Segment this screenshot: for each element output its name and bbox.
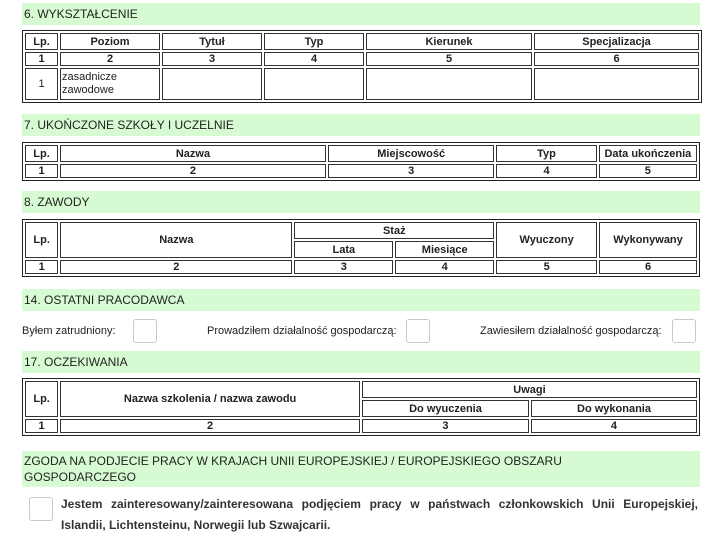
consent-checkbox[interactable]: [29, 497, 53, 521]
col-header: Specjalizacja: [534, 33, 699, 50]
col-number: 3: [328, 164, 495, 178]
col-header-nazwa: Nazwa: [60, 222, 292, 258]
col-header-lata: Lata: [294, 241, 393, 258]
table-header-row: [25, 33, 699, 50]
section-7-header: [22, 114, 700, 136]
suspended-business-label: Zawiesiłem działalność gospodarczą:: [480, 325, 662, 337]
col-number: 5: [496, 260, 597, 274]
col-header: Typ: [496, 145, 596, 162]
col-header: Nazwa: [60, 145, 326, 162]
col-number: 4: [496, 164, 596, 178]
col-number: 1: [25, 419, 58, 433]
col-number: 1: [25, 164, 58, 178]
col-number: 6: [599, 260, 697, 274]
col-number: 3: [294, 260, 393, 274]
column-number-row: [25, 419, 697, 433]
table-header-row: [25, 145, 697, 162]
table-header-row: [25, 381, 697, 398]
consent-header: [22, 451, 700, 487]
col-header-lp: Lp.: [25, 381, 58, 417]
section-6-title: 6. WYKSZTAŁCENIE: [24, 7, 138, 21]
row-poziom: zasadnicze zawodowe: [60, 68, 160, 100]
col-header-uwagi: Uwagi: [362, 381, 697, 398]
expectations-table: [22, 378, 700, 436]
col-number: 6: [534, 52, 699, 66]
col-header-do-wyuczenia: Do wyuczenia: [362, 400, 529, 417]
col-number: 1: [25, 260, 58, 274]
section-14-header: [22, 289, 700, 311]
col-number: 4: [531, 419, 697, 433]
col-number: 4: [395, 260, 494, 274]
col-header: Tytuł: [162, 33, 262, 50]
row-specjalizacja: [534, 68, 699, 100]
consent-title-line1: ZGODA NA PODJECIE PRACY W KRAJACH UNII EUROPEJSKIEJ / EUROPEJSKIEGO OBSZARU: [24, 454, 562, 468]
consent-title-line2: GOSPODARCZEGO: [24, 470, 137, 484]
consent-text: Jestem zainteresowany/zainteresowana podjęciem pracy w państwach członkowskich Unii Europejskiej, Islandii, Lichtensteinu, Norwegii lub Szwajcarii.: [61, 497, 698, 532]
section-6-header: [22, 3, 700, 25]
section-8-title: 8. ZAWODY: [24, 195, 90, 209]
col-number: 2: [60, 419, 360, 433]
col-header: Typ: [264, 33, 364, 50]
column-number-row: [25, 260, 697, 274]
row-typ: [264, 68, 364, 100]
section-17-title: 17. OCZEKIWANIA: [24, 355, 128, 369]
section-7-title: 7. UKOŃCZONE SZKOŁY I UCZELNIE: [24, 118, 234, 132]
col-header-do-wykonania: Do wykonania: [531, 400, 697, 417]
col-header-wyuczony: Wyuczony: [496, 222, 597, 258]
row-tytul: [162, 68, 262, 100]
section-17-header: [22, 351, 700, 373]
professions-table: [22, 219, 700, 277]
col-header: Miejscowość: [328, 145, 495, 162]
table-header-row: [25, 222, 697, 239]
schools-table: [22, 142, 700, 181]
col-number: 2: [60, 260, 292, 274]
row-lp: 1: [25, 68, 58, 100]
col-header-nazwa: Nazwa szkolenia / nazwa zawodu: [60, 381, 360, 417]
col-number: 1: [25, 52, 58, 66]
col-header-lp: Lp.: [25, 222, 58, 258]
col-number: 2: [60, 52, 160, 66]
employed-checkbox[interactable]: [133, 319, 157, 343]
column-number-row: [25, 52, 699, 66]
row-kierunek: [366, 68, 532, 100]
col-number: 2: [60, 164, 326, 178]
col-header-miesiace: Miesiące: [395, 241, 494, 258]
col-header: Data ukończenia: [599, 145, 697, 162]
col-number: 3: [362, 419, 529, 433]
business-checkbox[interactable]: [406, 319, 430, 343]
col-header-wykonywany: Wykonywany: [599, 222, 697, 258]
column-number-row: [25, 164, 697, 178]
col-header: Lp.: [25, 145, 58, 162]
col-header: Lp.: [25, 33, 58, 50]
col-number: 5: [366, 52, 532, 66]
col-header: Poziom: [60, 33, 160, 50]
section-14-title: 14. OSTATNI PRACODAWCA: [24, 293, 185, 307]
suspended-business-checkbox[interactable]: [672, 319, 696, 343]
col-header-staz: Staż: [294, 222, 494, 239]
col-header: Kierunek: [366, 33, 532, 50]
col-number: 3: [162, 52, 262, 66]
col-number: 4: [264, 52, 364, 66]
education-table: [22, 30, 702, 103]
employed-label: Byłem zatrudniony:: [22, 325, 116, 337]
col-number: 5: [599, 164, 697, 178]
business-label: Prowadziłem działalność gospodarczą:: [207, 325, 397, 337]
section-8-header: [22, 191, 700, 213]
table-row: [25, 68, 699, 100]
